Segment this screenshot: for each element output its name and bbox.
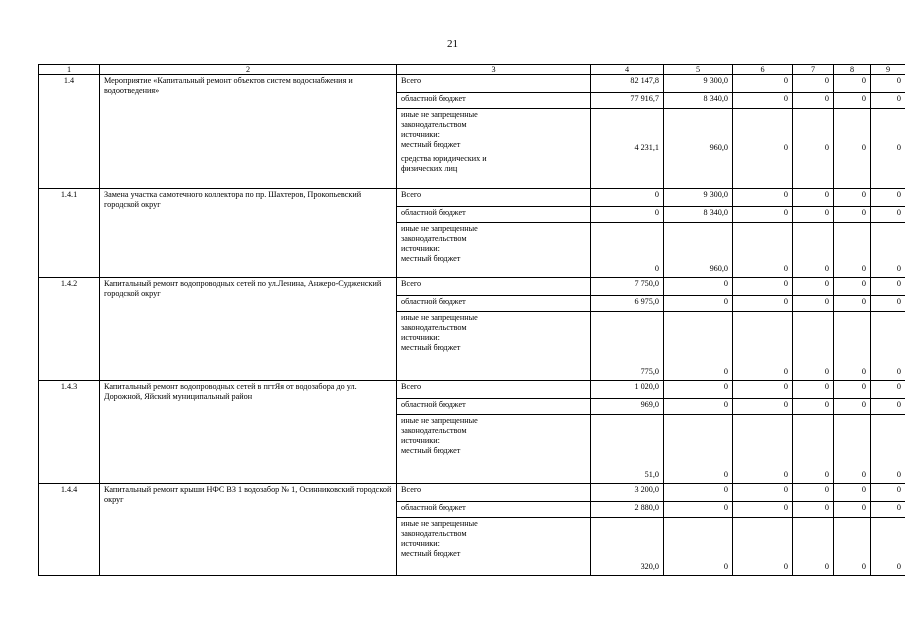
source-line: законодательством	[401, 426, 467, 435]
amount-cell: 0	[733, 484, 793, 502]
amount-cell: 9 300,0	[664, 75, 733, 93]
amount-cell: 0	[664, 502, 733, 518]
amount-cell: 0	[793, 518, 834, 576]
amount-cell: 0	[834, 296, 871, 312]
amount-cell: 0	[793, 207, 834, 223]
source-line: законодательством	[401, 120, 467, 129]
amount-cell: 0	[664, 399, 733, 415]
source-line: законодательством	[401, 323, 467, 332]
source-total-label: Всего	[397, 278, 591, 296]
amount-cell: 0	[733, 109, 793, 189]
amount-cell: 0	[793, 189, 834, 207]
amount-cell: 0	[793, 399, 834, 415]
amount-cell: 0	[733, 415, 793, 484]
column-header: 9	[871, 65, 905, 75]
amount-cell: 0	[834, 75, 871, 93]
item-index: 1.4.1	[39, 189, 100, 278]
source-line: иные не запрещенные	[401, 224, 478, 233]
amount-cell: 0	[871, 189, 905, 207]
amount-cell: 0	[871, 312, 905, 381]
amount-cell: 0	[793, 296, 834, 312]
amount-cell: 0	[591, 207, 664, 223]
amount-cell: 77 916,7	[591, 93, 664, 109]
source-other-label	[397, 223, 591, 278]
amount-cell: 0	[871, 207, 905, 223]
amount-cell: 0	[733, 75, 793, 93]
amount-cell: 0	[664, 518, 733, 576]
amount-cell: 0	[664, 381, 733, 399]
amount-cell: 0	[793, 484, 834, 502]
amount-cell: 0	[793, 415, 834, 484]
source-other-label	[397, 312, 591, 381]
amount-cell: 0	[834, 312, 871, 381]
amount-cell: 0	[834, 502, 871, 518]
amount-cell: 8 340,0	[664, 93, 733, 109]
amount-cell: 0	[793, 93, 834, 109]
amount-cell: 0	[834, 518, 871, 576]
amount-cell: 960,0	[664, 109, 733, 189]
table-row	[39, 278, 905, 296]
amount-cell: 0	[871, 75, 905, 93]
column-header: 1	[39, 65, 100, 75]
source-other-label	[397, 415, 591, 484]
amount-cell: 0	[793, 381, 834, 399]
amount-cell: 0	[871, 296, 905, 312]
source-line: источники:	[401, 130, 440, 139]
header-row	[39, 65, 905, 75]
source-line: иные не запрещенные	[401, 110, 478, 119]
amount-cell: 8 340,0	[664, 207, 733, 223]
source-line-extra: средства юридических и	[401, 154, 487, 163]
amount-cell: 1 020,0	[591, 381, 664, 399]
source-line: источники:	[401, 539, 440, 548]
amount-cell: 0	[834, 381, 871, 399]
amount-cell: 0	[733, 189, 793, 207]
table-row	[39, 484, 905, 502]
amount-cell: 0	[733, 296, 793, 312]
source-total-label: Всего	[397, 484, 591, 502]
source-regional-label: областной бюджет	[397, 93, 591, 109]
amount-cell: 0	[793, 312, 834, 381]
amount-cell: 0	[834, 189, 871, 207]
item-name: Мероприятие «Капитальный ремонт объектов систем водоснабжения и водоотведения»	[100, 75, 397, 189]
amount-cell: 6 975,0	[591, 296, 664, 312]
table-row	[39, 189, 905, 207]
amount-cell: 9 300,0	[664, 189, 733, 207]
budget-table	[38, 64, 905, 576]
page-number: 21	[447, 38, 458, 50]
amount-cell: 0	[871, 381, 905, 399]
amount-cell: 0	[871, 93, 905, 109]
source-line: источники:	[401, 333, 440, 342]
column-header: 7	[793, 65, 834, 75]
amount-cell: 0	[834, 399, 871, 415]
table-row	[39, 381, 905, 399]
amount-cell: 0	[664, 484, 733, 502]
source-line: местный бюджет	[401, 446, 461, 455]
column-header: 8	[834, 65, 871, 75]
amount-cell: 0	[591, 223, 664, 278]
source-line: местный бюджет	[401, 343, 461, 352]
amount-cell: 0	[871, 278, 905, 296]
amount-cell: 0	[871, 109, 905, 189]
amount-cell: 969,0	[591, 399, 664, 415]
item-index: 1.4.3	[39, 381, 100, 484]
amount-cell: 82 147,8	[591, 75, 664, 93]
amount-cell: 0	[793, 75, 834, 93]
source-other-label	[397, 518, 591, 576]
source-line: местный бюджет	[401, 140, 461, 149]
amount-cell: 4 231,1	[591, 109, 664, 189]
amount-cell: 0	[664, 312, 733, 381]
amount-cell: 0	[664, 296, 733, 312]
column-header: 2	[100, 65, 397, 75]
amount-cell: 0	[834, 484, 871, 502]
item-index: 1.4.2	[39, 278, 100, 381]
amount-cell: 0	[871, 415, 905, 484]
column-header: 3	[397, 65, 591, 75]
source-regional-label: областной бюджет	[397, 207, 591, 223]
source-regional-label: областной бюджет	[397, 399, 591, 415]
source-line: законодательством	[401, 234, 467, 243]
amount-cell: 0	[733, 93, 793, 109]
source-total-label: Всего	[397, 189, 591, 207]
source-line: местный бюджет	[401, 549, 461, 558]
source-line: источники:	[401, 244, 440, 253]
source-line: иные не запрещенные	[401, 313, 478, 322]
source-line: местный бюджет	[401, 254, 461, 263]
item-name: Капитальный ремонт крыши НФС ВЗ 1 водозабор № 1, Осинниковский городской округ	[100, 484, 397, 576]
amount-cell: 0	[733, 518, 793, 576]
amount-cell: 0	[733, 399, 793, 415]
column-header: 4	[591, 65, 664, 75]
amount-cell: 0	[834, 278, 871, 296]
amount-cell: 0	[591, 189, 664, 207]
item-index: 1.4	[39, 75, 100, 189]
amount-cell: 0	[733, 223, 793, 278]
amount-cell: 0	[793, 502, 834, 518]
amount-cell: 7 750,0	[591, 278, 664, 296]
amount-cell: 775,0	[591, 312, 664, 381]
table-row	[39, 75, 905, 93]
amount-cell: 0	[871, 502, 905, 518]
amount-cell: 2 880,0	[591, 502, 664, 518]
amount-cell: 0	[834, 223, 871, 278]
amount-cell: 0	[793, 223, 834, 278]
amount-cell: 0	[733, 207, 793, 223]
amount-cell: 0	[834, 93, 871, 109]
amount-cell: 0	[793, 278, 834, 296]
amount-cell: 0	[664, 278, 733, 296]
amount-cell: 0	[733, 502, 793, 518]
source-other-label	[397, 109, 591, 189]
item-index: 1.4.4	[39, 484, 100, 576]
amount-cell: 0	[793, 109, 834, 189]
amount-cell: 0	[834, 207, 871, 223]
amount-cell: 0	[834, 415, 871, 484]
source-line: источники:	[401, 436, 440, 445]
amount-cell: 0	[733, 381, 793, 399]
amount-cell: 0	[834, 109, 871, 189]
amount-cell: 0	[733, 312, 793, 381]
source-total-label: Всего	[397, 75, 591, 93]
amount-cell: 0	[733, 278, 793, 296]
amount-cell: 0	[871, 223, 905, 278]
item-name: Капитальный ремонт водопроводных сетей в пгтЯя от водозабора до ул. Дорожной, Яйский муниципальный район	[100, 381, 397, 484]
source-regional-label: областной бюджет	[397, 502, 591, 518]
amount-cell: 0	[871, 484, 905, 502]
amount-cell: 960,0	[664, 223, 733, 278]
amount-cell: 320,0	[591, 518, 664, 576]
item-name: Капитальный ремонт водопроводных сетей по ул.Ленина, Анжеро-Судженский городской округ	[100, 278, 397, 381]
column-header: 5	[664, 65, 733, 75]
source-line: законодательством	[401, 529, 467, 538]
amount-cell: 0	[664, 415, 733, 484]
source-line-extra: физических лиц	[401, 164, 458, 173]
amount-cell: 51,0	[591, 415, 664, 484]
amount-cell: 0	[871, 399, 905, 415]
source-total-label: Всего	[397, 381, 591, 399]
column-header: 6	[733, 65, 793, 75]
amount-cell: 0	[871, 518, 905, 576]
source-regional-label: областной бюджет	[397, 296, 591, 312]
source-line: иные не запрещенные	[401, 416, 478, 425]
source-line: иные не запрещенные	[401, 519, 478, 528]
item-name: Замена участка самотечного коллектора по пр. Шахтеров, Прокопьевский городской округ	[100, 189, 397, 278]
amount-cell: 3 200,0	[591, 484, 664, 502]
